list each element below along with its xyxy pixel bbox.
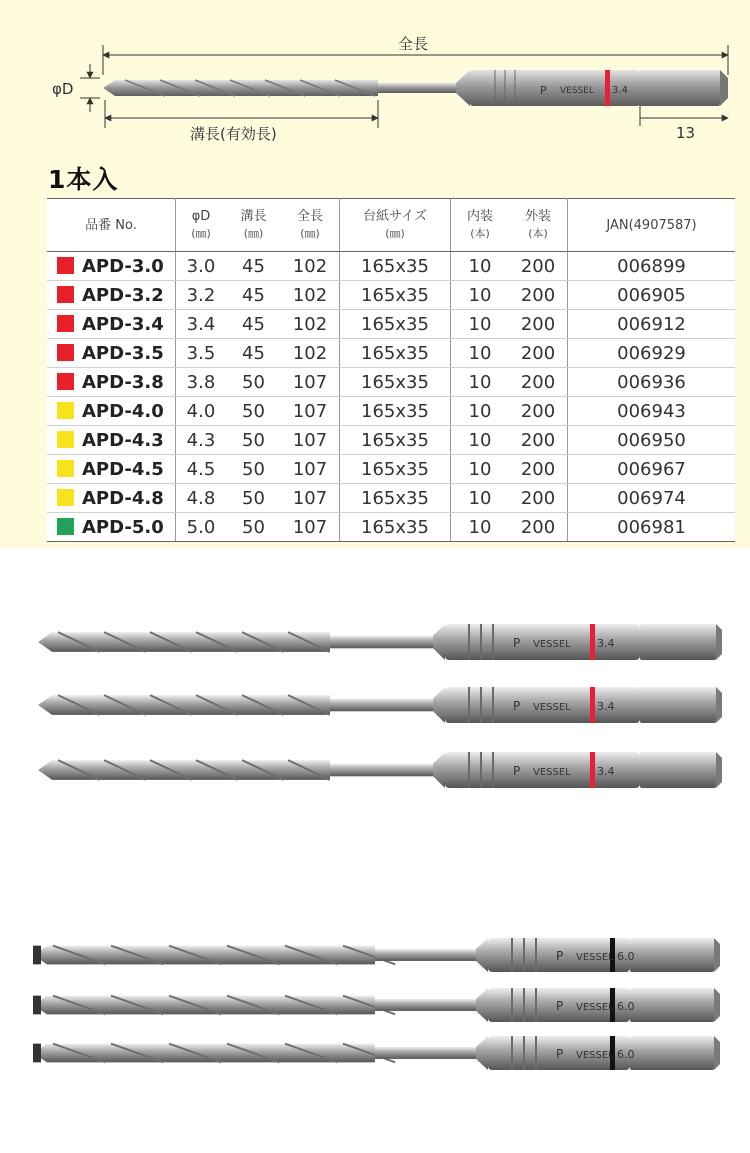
cell-outer: 200 xyxy=(509,339,568,368)
model-cell xyxy=(47,397,176,426)
cell-jan: 006912 xyxy=(568,310,736,339)
cell-inner: 10 xyxy=(451,484,510,513)
header-diameter-text: φD xyxy=(191,209,211,224)
color-code-swatch xyxy=(57,402,74,419)
cell-d: 5.0 xyxy=(176,513,227,542)
cell-outer: 200 xyxy=(509,281,568,310)
cell-inner: 10 xyxy=(451,281,510,310)
cell-outer: 200 xyxy=(509,310,568,339)
model-cell xyxy=(47,339,176,368)
cell-d: 3.4 xyxy=(176,310,227,339)
table-row xyxy=(47,513,735,542)
cell-d: 4.5 xyxy=(176,455,227,484)
model-number: APD-3.0 xyxy=(82,255,164,277)
cell-total: 102 xyxy=(281,252,340,281)
bit-brand-text: VESSEL xyxy=(533,702,571,713)
cell-card: 165x35 xyxy=(340,339,451,368)
cell-total: 107 xyxy=(281,397,340,426)
diameter-label: φD xyxy=(52,80,74,98)
model-number: APD-3.4 xyxy=(82,313,164,335)
bit-brand-text: VESSEL xyxy=(533,767,571,778)
cell-inner: 10 xyxy=(451,397,510,426)
pack-quantity-heading: 1本入 xyxy=(48,165,119,194)
cell-jan: 006943 xyxy=(568,397,736,426)
cell-outer: 200 xyxy=(509,484,568,513)
cell-inner: 10 xyxy=(451,310,510,339)
cell-jan: 006929 xyxy=(568,339,736,368)
model-number: APD-5.0 xyxy=(82,516,164,538)
cell-inner: 10 xyxy=(451,339,510,368)
cell-outer: 200 xyxy=(509,426,568,455)
color-code-swatch xyxy=(57,489,74,506)
color-code-swatch xyxy=(57,286,74,303)
cell-card: 165x35 xyxy=(340,397,451,426)
header-card xyxy=(340,199,451,252)
header-jan: JAN(4907587) xyxy=(568,199,736,252)
bit-brand-text: VESSEL xyxy=(533,639,571,650)
color-code-swatch xyxy=(57,344,74,361)
table-row xyxy=(47,397,735,426)
cell-card: 165x35 xyxy=(340,310,451,339)
header-diameter-unit: (㎜) xyxy=(191,227,211,240)
cell-flute: 50 xyxy=(226,426,281,455)
bit-size-text: 3.4 xyxy=(597,700,615,713)
cell-inner: 10 xyxy=(451,252,510,281)
header-card-text: 台紙サイズ xyxy=(363,209,427,224)
cell-total: 102 xyxy=(281,281,340,310)
cell-flute: 50 xyxy=(226,484,281,513)
cell-card: 165x35 xyxy=(340,513,451,542)
cell-d: 4.8 xyxy=(176,484,227,513)
cell-inner: 10 xyxy=(451,368,510,397)
cell-card: 165x35 xyxy=(340,368,451,397)
model-number: APD-3.8 xyxy=(82,371,164,393)
header-total-unit: (㎜) xyxy=(300,227,320,240)
bit-size-text: 3.4 xyxy=(597,637,615,650)
header-flute xyxy=(226,199,281,252)
header-inner-unit: (本) xyxy=(470,227,490,240)
cell-flute: 50 xyxy=(226,397,281,426)
cell-jan: 006899 xyxy=(568,252,736,281)
bit-brand-text: VESSEL xyxy=(576,1002,614,1013)
cell-jan: 006974 xyxy=(568,484,736,513)
bit-size-text: 6.0 xyxy=(617,950,635,963)
color-code-swatch xyxy=(57,373,74,390)
diagram-bit-mark: P xyxy=(540,84,547,97)
dimension-diagram xyxy=(0,0,750,160)
spec-table-body xyxy=(47,252,735,542)
header-flute-text: 溝長 xyxy=(240,209,267,224)
diagram-bit-brand: VESSEL xyxy=(560,86,594,96)
bit-mark-text: P xyxy=(556,949,564,963)
cell-card: 165x35 xyxy=(340,455,451,484)
bit-mark-text: P xyxy=(556,1047,564,1061)
table-row xyxy=(47,339,735,368)
model-number: APD-4.5 xyxy=(82,458,164,480)
cell-flute: 45 xyxy=(226,252,281,281)
header-outer-unit: (本) xyxy=(528,227,548,240)
cell-inner: 10 xyxy=(451,513,510,542)
drill-bit-photo xyxy=(33,938,720,972)
spec-table xyxy=(47,198,735,542)
cell-total: 107 xyxy=(281,368,340,397)
model-cell xyxy=(47,513,176,542)
color-code-swatch xyxy=(57,518,74,535)
cell-outer: 200 xyxy=(509,455,568,484)
cell-d: 3.0 xyxy=(176,252,227,281)
cell-outer: 200 xyxy=(509,252,568,281)
cell-outer: 200 xyxy=(509,513,568,542)
cell-d: 3.8 xyxy=(176,368,227,397)
bit-size-text: 3.4 xyxy=(597,765,615,778)
color-code-swatch xyxy=(57,460,74,477)
header-model: 品番 No. xyxy=(47,199,176,252)
drill-bit-photo xyxy=(38,624,722,660)
model-cell xyxy=(47,426,176,455)
header-card-unit: (㎜) xyxy=(385,227,405,240)
cell-d: 3.2 xyxy=(176,281,227,310)
header-total-text: 全長 xyxy=(296,209,323,224)
table-row xyxy=(47,368,735,397)
color-code-swatch xyxy=(57,315,74,332)
cell-flute: 50 xyxy=(226,455,281,484)
cell-jan: 006950 xyxy=(568,426,736,455)
header-inner-text: 内装 xyxy=(466,209,493,224)
drill-bit-photo xyxy=(33,1036,720,1070)
diagram-bit-size: 3.4 xyxy=(612,85,628,96)
cell-total: 107 xyxy=(281,513,340,542)
cell-card: 165x35 xyxy=(340,426,451,455)
model-number: APD-3.5 xyxy=(82,342,164,364)
cell-outer: 200 xyxy=(509,397,568,426)
model-number: APD-4.8 xyxy=(82,487,164,509)
cell-d: 4.3 xyxy=(176,426,227,455)
header-inner xyxy=(451,199,510,252)
model-cell xyxy=(47,310,176,339)
cell-outer: 200 xyxy=(509,368,568,397)
color-code-swatch xyxy=(57,257,74,274)
cell-card: 165x35 xyxy=(340,252,451,281)
cell-d: 4.0 xyxy=(176,397,227,426)
spec-panel xyxy=(0,0,750,548)
model-cell xyxy=(47,368,176,397)
table-row xyxy=(47,310,735,339)
bit-mark-text: P xyxy=(513,699,521,713)
cell-flute: 45 xyxy=(226,310,281,339)
cell-jan: 006905 xyxy=(568,281,736,310)
cell-total: 107 xyxy=(281,426,340,455)
color-code-swatch xyxy=(57,431,74,448)
cell-total: 102 xyxy=(281,339,340,368)
bit-brand-text: VESSEL xyxy=(576,952,614,963)
cell-total: 102 xyxy=(281,310,340,339)
bit-size-text: 6.0 xyxy=(617,1048,635,1061)
cell-total: 107 xyxy=(281,455,340,484)
bit-size-text: 6.0 xyxy=(617,1000,635,1013)
cell-inner: 10 xyxy=(451,426,510,455)
flute-length-label: 溝長(有効長) xyxy=(190,125,277,143)
model-cell xyxy=(47,252,176,281)
table-row xyxy=(47,426,735,455)
cell-card: 165x35 xyxy=(340,484,451,513)
model-cell xyxy=(47,455,176,484)
model-cell xyxy=(47,484,176,513)
header-outer-text: 外装 xyxy=(524,209,551,224)
table-header-row xyxy=(47,199,735,252)
drill-bit-photo xyxy=(38,752,722,788)
model-number: APD-4.0 xyxy=(82,400,164,422)
cell-flute: 50 xyxy=(226,368,281,397)
cell-flute: 50 xyxy=(226,513,281,542)
cell-flute: 45 xyxy=(226,339,281,368)
table-row xyxy=(47,484,735,513)
cell-inner: 10 xyxy=(451,455,510,484)
model-cell xyxy=(47,281,176,310)
model-number: APD-3.2 xyxy=(82,284,164,306)
table-row xyxy=(47,455,735,484)
bit-brand-text: VESSEL xyxy=(576,1050,614,1061)
header-flute-unit: (㎜) xyxy=(243,227,264,240)
drill-bit-photo xyxy=(38,687,722,723)
bit-mark-text: P xyxy=(513,764,521,778)
table-row xyxy=(47,252,735,281)
cell-flute: 45 xyxy=(226,281,281,310)
drill-bit-photo xyxy=(33,988,720,1022)
cell-jan: 006967 xyxy=(568,455,736,484)
bit-mark-text: P xyxy=(556,999,564,1013)
cell-jan: 006936 xyxy=(568,368,736,397)
header-outer xyxy=(509,199,568,252)
cell-jan: 006981 xyxy=(568,513,736,542)
header-diameter xyxy=(176,199,227,252)
cell-d: 3.5 xyxy=(176,339,227,368)
hex-length-label: 13 xyxy=(676,124,696,142)
model-number: APD-4.3 xyxy=(82,429,164,451)
cell-total: 107 xyxy=(281,484,340,513)
table-row xyxy=(47,281,735,310)
product-photos xyxy=(0,548,750,1153)
overall-length-label: 全長 xyxy=(398,35,429,53)
cell-card: 165x35 xyxy=(340,281,451,310)
header-total xyxy=(281,199,340,252)
bit-mark-text: P xyxy=(513,636,521,650)
